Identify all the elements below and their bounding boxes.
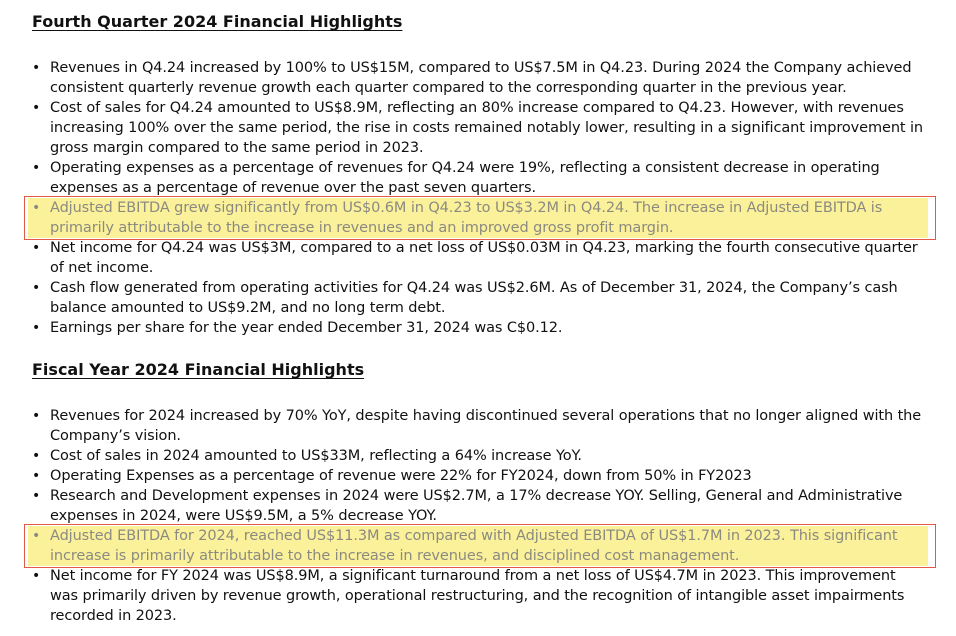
q4-eps-bullet: • Earnings per share for the year ended December 31, 2024 was C$0.12.: [28, 318, 928, 338]
fy-adjusted-ebitda-bullet-highlighted: • Adjusted EBITDA for 2024, reached US$11.3M as compared with Adjusted EBITDA of US$1.7M in 2023. This significant increase is primarily attributable to the increase in revenues, and disciplined cost management.: [28, 526, 928, 566]
q4-net-income-bullet: • Net income for Q4.24 was US$3M, compared to a net loss of US$0.03M in Q4.23, marking the fourth consecutive quarter of net income.: [28, 238, 928, 278]
q4-operating-expenses-bullet: • Operating expenses as a percentage of revenues for Q4.24 were 19%, reflecting a consistent decrease in operating expenses as a percentage of revenue over the past seven quarters.: [28, 158, 928, 198]
q4-revenue-bullet: • Revenues in Q4.24 increased by 100% to US$15M, compared to US$7.5M in Q4.23. During 2024 the Company achieved consistent quarterly revenue growth each quarter compared to the corresponding quarter in the previous year.: [28, 58, 928, 98]
fy-highlights-list: [28, 406, 928, 626]
fy-operating-expenses-bullet: • Operating Expenses as a percentage of revenue were 22% for FY2024, down from 50% in FY2023: [28, 466, 928, 486]
q4-cost-of-sales-bullet: • Cost of sales for Q4.24 amounted to US$8.9M, reflecting an 80% increase compared to Q4.23. However, with revenues increasing 100% over the same period, the rise in costs remained notably lower, resulting in a significant improvement in gross margin compared to the same period in 2023.: [28, 98, 928, 158]
q4-adjusted-ebitda-bullet-highlighted: • Adjusted EBITDA grew significantly from US$0.6M in Q4.23 to US$3.2M in Q4.24. The increase in Adjusted EBITDA is primarily attributable to the increase in revenues and an improved gross profit margin.: [28, 198, 928, 238]
q4-cash-flow-bullet: • Cash flow generated from operating activities for Q4.24 was US$2.6M. As of December 31, 2024, the Company’s cash balance amounted to US$9.2M, and no long term debt.: [28, 278, 928, 318]
fy-section-title: Fiscal Year 2024 Financial Highlights: [32, 360, 365, 379]
q4-highlights-list: [28, 58, 928, 338]
fy-cost-of-sales-bullet: • Cost of sales in 2024 amounted to US$33M, reflecting a 64% increase YoY.: [28, 446, 928, 466]
fy-net-income-bullet: • Net income for FY 2024 was US$8.9M, a significant turnaround from a net loss of US$4.7M in 2023. This improvement was primarily driven by revenue growth, operational restructuring, and the recognition of intangible asset impairments recorded in 2023.: [28, 566, 928, 626]
fy-revenue-bullet: • Revenues for 2024 increased by 70% YoY, despite having discontinued several operations that no longer aligned with the Company’s vision.: [28, 406, 928, 446]
fy-rnd-sga-bullet: • Research and Development expenses in 2024 were US$2.7M, a 17% decrease YOY. Selling, General and Administrative expenses in 2024, were US$9.5M, a 5% decrease YOY.: [28, 486, 928, 526]
q4-section-title: Fourth Quarter 2024 Financial Highlights: [32, 12, 403, 31]
